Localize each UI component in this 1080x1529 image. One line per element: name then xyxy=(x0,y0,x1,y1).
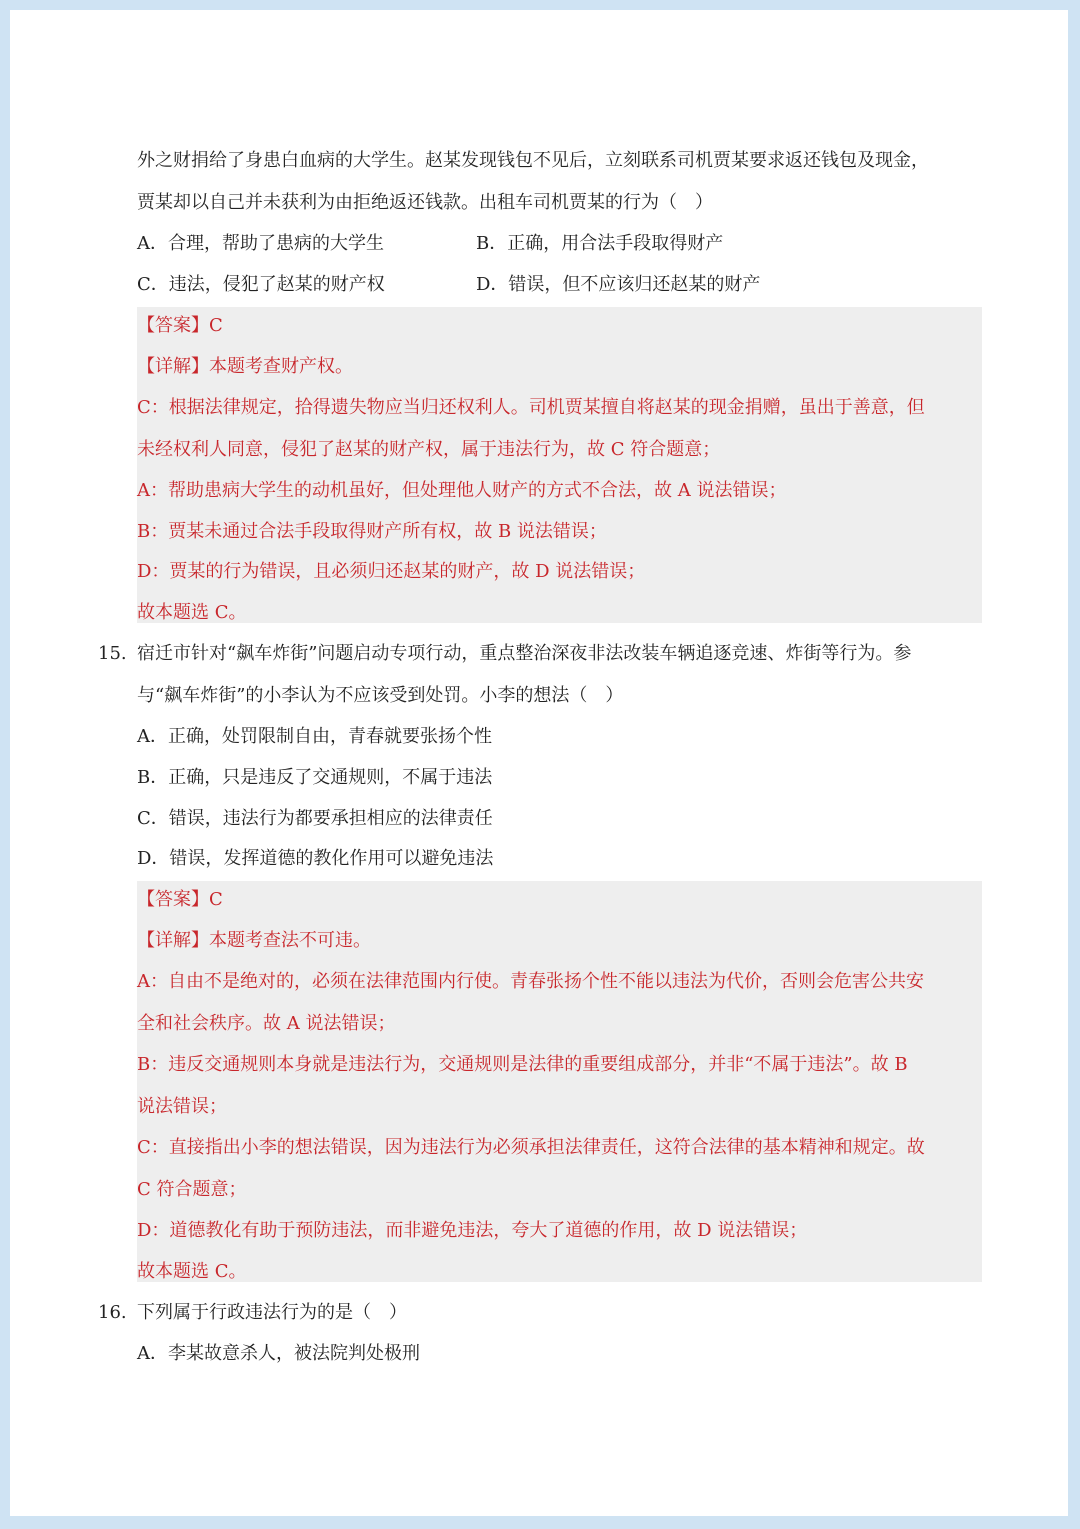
q14-stem-line-2: 贾某却以自己并未获利为由拒绝返还钱款。出租车司机贾某的行为（ ） xyxy=(137,192,713,213)
detail-tag: 【详解】 xyxy=(137,930,209,951)
q14-option-d: D．错误，但不应该归还赵某的财产 xyxy=(476,274,761,295)
q15-stem-line-1: 宿迁市针对“飙车炸街”问题启动专项行动，重点整治深夜非法改装车辆追逐竞速、炸街等行为。参 xyxy=(137,643,912,664)
q15-option-d: D．错误，发挥道德的教化作用可以避免违法 xyxy=(137,848,494,869)
answer-tag: 【答案】 xyxy=(137,889,209,910)
detail-text: 本题考查法不可违。 xyxy=(209,930,371,951)
q14-option-b: B．正确，用合法手段取得财产 xyxy=(476,233,724,254)
detail-tag: 【详解】 xyxy=(137,356,209,377)
q16-number: 16. xyxy=(98,1302,127,1323)
q15-analysis-line: 全和社会秩序。故 A 说法错误； xyxy=(137,1013,396,1034)
q14-option-c: C．违法，侵犯了赵某的财产权 xyxy=(137,274,385,295)
answer-value: C xyxy=(209,889,223,910)
q15-analysis-line: A：自由不是绝对的，必须在法律范围内行使。青春张扬个性不能以违法为代价，否则会危害公共安 xyxy=(137,971,924,992)
q14-analysis-line: D：贾某的行为错误，且必须归还赵某的财产，故 D 说法错误； xyxy=(137,561,646,582)
q15-option-a: A．正确，处罚限制自由，青春就要张扬个性 xyxy=(137,726,492,747)
q16-stem: 下列属于行政违法行为的是（ ） xyxy=(137,1302,407,1323)
q15-analysis-line: 故本题选 C。 xyxy=(137,1261,247,1282)
q15-stem-line-2: 与“飙车炸街”的小李认为不应该受到处罚。小李的想法（ ） xyxy=(137,685,624,706)
answer-value: C xyxy=(209,315,223,336)
q15-detail-line xyxy=(137,927,371,955)
q15-analysis-line: C：直接指出小李的想法错误，因为违法行为必须承担法律责任，这符合法律的基本精神和规定。故 xyxy=(137,1137,925,1158)
q15-analysis-line: D：道德教化有助于预防违法，而非避免违法，夸大了道德的作用，故 D 说法错误； xyxy=(137,1220,808,1241)
q15-analysis-line: 说法错误； xyxy=(137,1096,227,1117)
q14-answer-line xyxy=(137,312,223,340)
q14-detail-line xyxy=(137,353,353,381)
q16-option-a: A．李某故意杀人，被法院判处极刑 xyxy=(137,1343,420,1364)
q15-analysis-line: C 符合题意； xyxy=(137,1179,247,1200)
q14-analysis-line: B：贾某未通过合法手段取得财产所有权，故 B 说法错误； xyxy=(137,521,607,542)
q15-analysis-line: B：违反交通规则本身就是违法行为，交通规则是法律的重要组成部分，并非“不属于违法”。故 B xyxy=(137,1054,908,1075)
q15-option-c: C．错误，违法行为都要承担相应的法律责任 xyxy=(137,808,493,829)
q14-analysis-line: 未经权利人同意，侵犯了赵某的财产权，属于违法行为，故 C 符合题意； xyxy=(137,439,721,460)
q14-stem-line-1: 外之财捐给了身患白血病的大学生。赵某发现钱包不见后，立刻联系司机贾某要求返还钱包及现金， xyxy=(137,150,929,171)
q14-analysis-line: A：帮助患病大学生的动机虽好，但处理他人财产的方式不合法，故 A 说法错误； xyxy=(137,480,787,501)
q14-analysis-line: 故本题选 C。 xyxy=(137,602,247,623)
q14-option-a: A．合理，帮助了患病的大学生 xyxy=(137,233,384,254)
q15-answer-line xyxy=(137,886,223,914)
detail-text: 本题考查财产权。 xyxy=(209,356,353,377)
answer-tag: 【答案】 xyxy=(137,315,209,336)
q15-number: 15. xyxy=(98,643,127,664)
q15-option-b: B．正确，只是违反了交通规则，不属于违法 xyxy=(137,767,493,788)
q14-analysis-line: C：根据法律规定，拾得遗失物应当归还权利人。司机贾某擅自将赵某的现金捐赠，虽出于善意，但 xyxy=(137,397,925,418)
